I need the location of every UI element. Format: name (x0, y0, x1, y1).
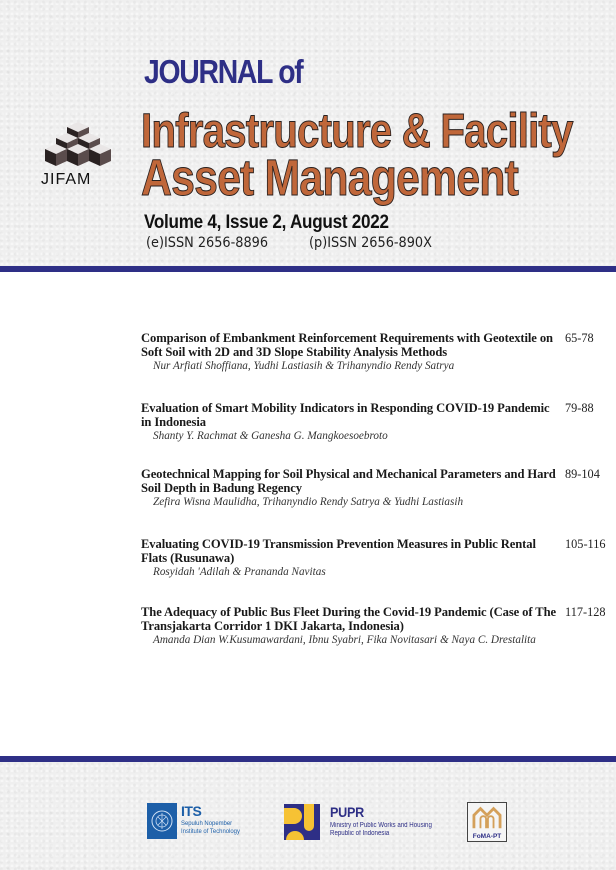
article-title[interactable]: Geotechnical Mapping for Soil Physical and Mechanical Parameters and Hard Soil Depth in Badung Regency (141, 467, 556, 495)
article-authors: Nur Arfiati Shoffiana, Yudhi Lastiasih & Trihanyndio Rendy Satrya (153, 360, 455, 372)
eissn: (e)ISSN 2656-8896 (146, 235, 269, 251)
article-authors: Amanda Dian W.Kusumawardani, Ibnu Syabri, Fika Novitasari & Naya C. Drestalita (153, 634, 536, 646)
article-pages: 65-78 (565, 331, 594, 345)
header-divider (0, 266, 616, 272)
article-entry[interactable] (141, 331, 611, 373)
article-title[interactable]: Evaluation of Smart Mobility Indicators in Responding COVID-19 Pandemic in Indonesia (141, 401, 550, 429)
pissn: (p)ISSN 2656-890X (309, 235, 432, 251)
article-entry[interactable] (141, 467, 611, 509)
article-title[interactable]: The Adequacy of Public Bus Fleet During the Covid-19 Pandemic (Case of The Transjakarta Corridor 1 DKI Jakarta, Indonesia) (141, 605, 556, 633)
article-authors: Rosyidah 'Adilah & Prananda Navitas (153, 566, 326, 578)
foma-logo (467, 802, 507, 842)
journal-title-line1: Infrastructure & Facility (141, 105, 573, 158)
its-logo (147, 803, 267, 839)
pupr-line1: Ministry of Public Works and Housing (330, 822, 432, 829)
its-line1: Sepuluh Nopember (181, 820, 233, 827)
article-title[interactable]: Evaluating COVID-19 Transmission Prevention Measures in Public Rental Flats (Rusunawa) (141, 537, 536, 565)
pupr-name: PUPR (330, 804, 364, 820)
article-title[interactable]: Comparison of Embankment Reinforcement Requirements with Geotextile on Soft Soil with 2D and 3D Slope Stability Analysis Methods (141, 331, 553, 359)
pupr-emblem-icon (284, 804, 320, 840)
its-emblem-icon (147, 803, 177, 839)
article-entry[interactable] (141, 537, 611, 579)
journal-of-heading: JOURNAL of (144, 53, 303, 90)
article-entry[interactable] (141, 605, 611, 647)
volume-issue: Volume 4, Issue 2, August 2022 (144, 212, 389, 233)
its-line2: Institute of Technology (181, 828, 240, 835)
journal-title-line2: Asset Management (141, 149, 519, 206)
article-authors: Shanty Y. Rachmat & Ganesha G. Mangkoesoebroto (153, 430, 388, 442)
its-name: ITS (181, 803, 202, 819)
article-pages: 105-116 (565, 537, 606, 551)
foma-house-icon (468, 804, 506, 832)
pupr-logo (284, 804, 444, 840)
article-pages: 89-104 (565, 467, 600, 481)
article-pages: 117-128 (565, 605, 606, 619)
pupr-line2: Republic of Indonesia (330, 830, 390, 837)
article-pages: 79-88 (565, 401, 594, 415)
article-authors: Zefira Wisna Maulidha, Trihanyndio Rendy Satrya & Yudhi Lastiasih (153, 496, 464, 508)
jifam-logo-text: JIFAM (41, 171, 92, 188)
foma-name: FoMA-PT (472, 833, 502, 840)
article-entry[interactable] (141, 401, 611, 443)
